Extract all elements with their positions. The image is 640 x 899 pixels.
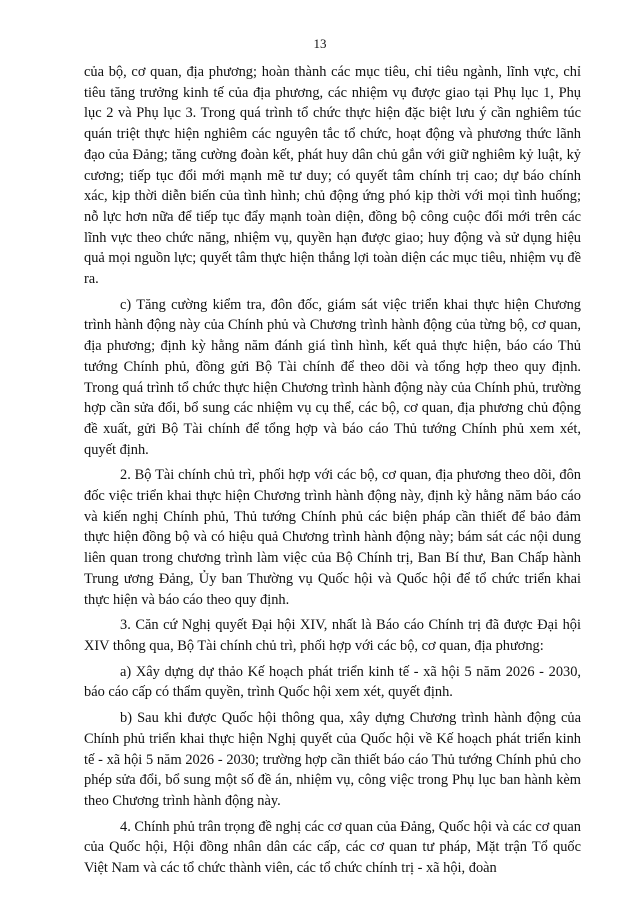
paragraph-item-3: 3. Căn cứ Nghị quyết Đại hội XIV, nhất là Báo cáo Chính trị đã được Đại hội XIV thông qua, Bộ Tài chính chủ trì, phối hợp với các bộ, cơ quan, địa phương: <box>84 617 581 654</box>
paragraph-item-c: c) Tăng cường kiểm tra, đôn đốc, giám sát việc triển khai thực hiện Chương trình hành động này của Chính phủ và Chương trình hành động của từng bộ, cơ quan, địa phương; định kỳ hằng năm đánh giá tình hình, kết quả thực hiện, báo cáo Thủ tướng Chính phủ, đồng gửi Bộ Tài chính để theo dõi và tổng hợp theo quy định. Trong quá trình tổ chức thực hiện Chương trình hành động này của Chính phủ, trường hợp cần sửa đổi, bổ sung các nhiệm vụ cụ thể, các bộ, cơ quan, địa phương chủ động đề xuất, gửi Bộ Tài chính để tổng hợp và báo cáo Thủ tướng Chính phủ xem xét, quyết định. <box>84 296 581 458</box>
document-body <box>84 62 581 884</box>
paragraph-item-3b: b) Sau khi được Quốc hội thông qua, xây dựng Chương trình hành động của Chính phủ triển khai thực hiện Nghị quyết của Quốc hội về Kế hoạch phát triển kinh tế - xã hội 5 năm 2026 - 2030; trường hợp cần thiết báo cáo Thủ tướng Chính phủ cho phép sửa đổi, bổ sung một số đề án, nhiệm vụ, công việc trong Phụ lục ban hành kèm theo Chương trình hành động này. <box>84 710 581 809</box>
paragraph-continuation: của bộ, cơ quan, địa phương; hoàn thành các mục tiêu, chỉ tiêu ngành, lĩnh vực, chỉ tiêu tăng trưởng kinh tế của địa phương, các nhiệm vụ được giao tại Phụ lục 1, Phụ lục 2 và Phụ lục 3. Trong quá trình tổ chức thực hiện đặc biệt lưu ý cần nghiêm túc quán triệt thực hiện nghiêm các nguyên tắc tổ chức, hoạt động và phương thức lãnh đạo của Đảng; tăng cường đoàn kết, phát huy dân chủ gắn với giữ nghiêm kỷ luật, kỷ cương; tiếp tục đổi mới mạnh mẽ tư duy; có quyết tâm chính trị cao; dự báo chính xác, kịp thời diễn biến của tình hình; chủ động ứng phó kịp thời với mọi tình huống; nỗ lực hơn nữa để tiếp tục đẩy mạnh toàn diện, đồng bộ công cuộc đổi mới trên các lĩnh vực theo chức năng, nhiệm vụ, quyền hạn được giao; huy động và sử dụng hiệu quả mọi nguồn lực; quyết tâm thực hiện thắng lợi toàn diện các mục tiêu, nhiệm vụ đề ra. <box>84 64 581 288</box>
page-number: 13 <box>313 36 327 51</box>
paragraph-item-4: 4. Chính phủ trân trọng đề nghị các cơ quan của Đảng, Quốc hội và các cơ quan của Quốc hội, Hội đồng nhân dân các cấp, các cơ quan tư pháp, Mặt trận Tổ quốc Việt Nam và các tổ chức thành viên, các tổ chức chính trị - xã hội, đoàn <box>84 818 581 877</box>
paragraph-item-3a: a) Xây dựng dự thảo Kế hoạch phát triển kinh tế - xã hội 5 năm 2026 - 2030, báo cáo cấp có thẩm quyền, trình Quốc hội xem xét, quyết định. <box>84 663 581 701</box>
paragraph-item-2: 2. Bộ Tài chính chủ trì, phối hợp với các bộ, cơ quan, địa phương theo dõi, đôn đốc việc triển khai thực hiện Chương trình hành động này, định kỳ hằng năm báo cáo và kiến nghị Chính phủ, Thủ tướng Chính phủ các biện pháp cần thiết để bảo đảm thực hiện đồng bộ và có hiệu quả Chương trình hành động này; bám sát các nội dung liên quan trong chương trình làm việc của Bộ Chính trị, Ban Bí thư, Ban Chấp hành Trung ương Đảng, Ủy ban Thường vụ Quốc hội và Quốc hội để tổ chức triển khai thực hiện và báo cáo theo quy định. <box>84 467 581 608</box>
